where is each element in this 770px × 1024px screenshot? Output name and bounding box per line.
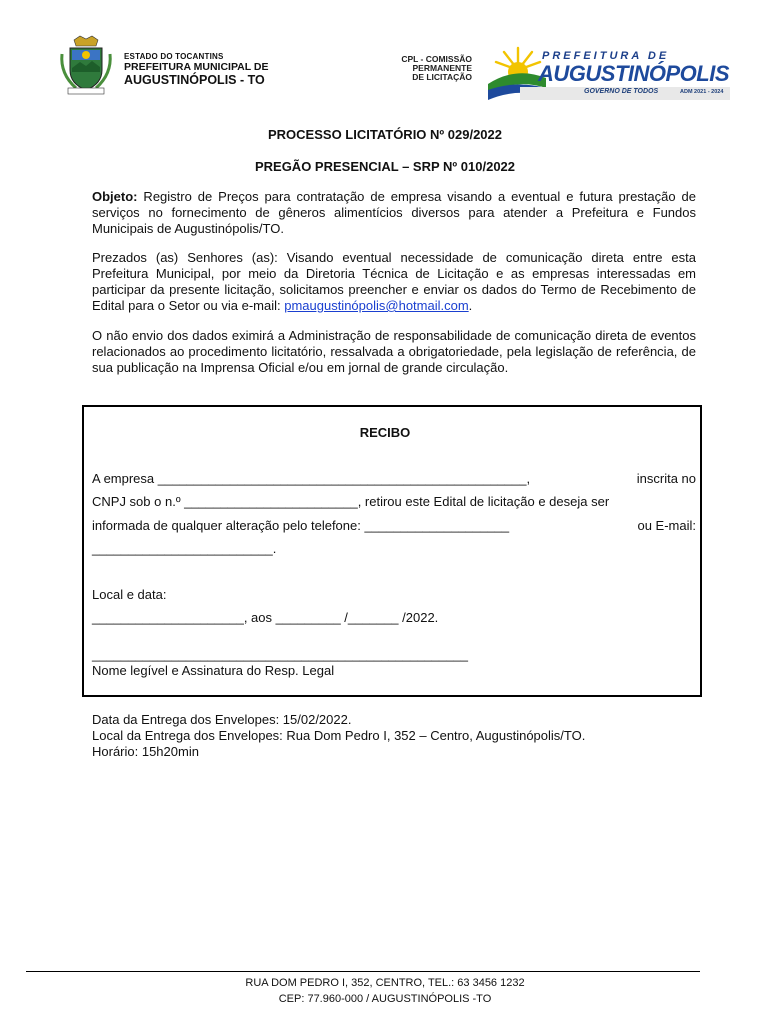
nao-envio-paragraph (92, 328, 696, 376)
recibo-local-line: _____________________, aos _________ /_______ /2022. (92, 610, 439, 625)
recibo-line-telefone-a: informada de qualquer alteração pelo telefone: ____________________ (92, 518, 510, 533)
recibo-line-cnpj: CNPJ sob o n.º ________________________, retirou este Edital de licitação e deseja ser (92, 494, 610, 509)
state-header (124, 53, 268, 86)
cpl-header (380, 55, 472, 82)
state-line-1: ESTADO DO TOCANTINS (124, 52, 224, 61)
recibo-local-label: Local e data: (92, 587, 167, 602)
recibo-line-telefone (92, 518, 696, 533)
prezados-end: . (468, 298, 473, 313)
email-link[interactable]: pmaugustinópolis@hotmail.com (284, 298, 469, 313)
nao-envio-text: O não envio dos dados eximirá a Administração de responsabilidade de comunicação direta de eventos relacionados ao procedimento licitatório, ressalvada a obrigatoriedade, pela legislação de referência, de sua publicação na Imprensa Oficial e/ou em jornal de grande circulação. (92, 328, 696, 375)
recibo-title: RECIBO (359, 425, 411, 440)
prefeitura-slogan: GOVERNO DE TODOS (584, 88, 659, 95)
footer-address (0, 975, 770, 1007)
prezados-paragraph (92, 250, 696, 314)
entrega-data: Data da Entrega dos Envelopes: 15/02/2022. (92, 712, 352, 727)
recibo-line-email: _________________________. (92, 541, 277, 556)
prefeitura-term: ADM 2021 - 2024 (680, 89, 724, 95)
prefeitura-name: AUGUSTINÓPOLIS (538, 61, 730, 86)
objeto-text: Registro de Preços para contratação de empresa visando a eventual e futura prestação de serviços no fornecimento de gêneros alimentícios diversos para atender a Prefeitura e Fundos Municipais de Augustinópolis/TO. (92, 189, 696, 236)
pregao-title: PREGÃO PRESENCIAL – SRP Nº 010/2022 (254, 159, 516, 174)
objeto-label: Objeto: (92, 189, 138, 204)
recibo-line-telefone-b: ou E-mail: (637, 518, 696, 533)
cpl-line-2: PERMANENTE (412, 62, 472, 73)
recibo-line-empresa (92, 471, 696, 486)
entrega-block (92, 712, 696, 760)
footer-divider (26, 971, 700, 972)
objeto-paragraph (92, 189, 696, 237)
recibo-signature-line: ____________________________________________________ (92, 647, 468, 662)
prefeitura-top-label: PREFEITURA DE (542, 50, 670, 62)
cpl-line-1: CPL - COMISSÃO (401, 54, 472, 64)
recibo-line-empresa-a: A empresa ___________________________________________________, (92, 471, 531, 486)
prezados-text: Prezados (as) Senhores (as): Visando eventual necessidade de comunicação direta entre esta Prefeitura Municipal, por meio da Diretoria Técnica de Licitação e as empresas interessadas em participar da presente licitação, solicitamos preencher e enviar os dados do Termo de Recebimento de Edital para o Setor ou via e-mail: (92, 250, 696, 313)
municipal-crest-icon (58, 34, 114, 96)
process-title: PROCESSO LICITATÓRIO Nº 029/2022 (268, 127, 502, 142)
footer-line-1: RUA DOM PEDRO I, 352, CENTRO, TEL.: 63 3456 1232 (245, 977, 525, 989)
state-line-3: AUGUSTINÓPOLIS - TO (124, 72, 265, 87)
entrega-local: Local da Entrega dos Envelopes: Rua Dom Pedro I, 352 – Centro, Augustinópolis/TO. (92, 728, 586, 743)
recibo-signature-label: Nome legível e Assinatura do Resp. Legal (92, 663, 335, 678)
cpl-line-3: DE LICITAÇÃO (412, 71, 472, 82)
state-line-2: PREFEITURA MUNICIPAL DE (124, 61, 269, 73)
recibo-line-empresa-b: inscrita no (636, 471, 696, 486)
entrega-horario: Horário: 15h20min (92, 744, 199, 759)
footer-line-2: CEP: 77.960-000 / AUGUSTINÓPOLIS -TO (278, 993, 492, 1005)
